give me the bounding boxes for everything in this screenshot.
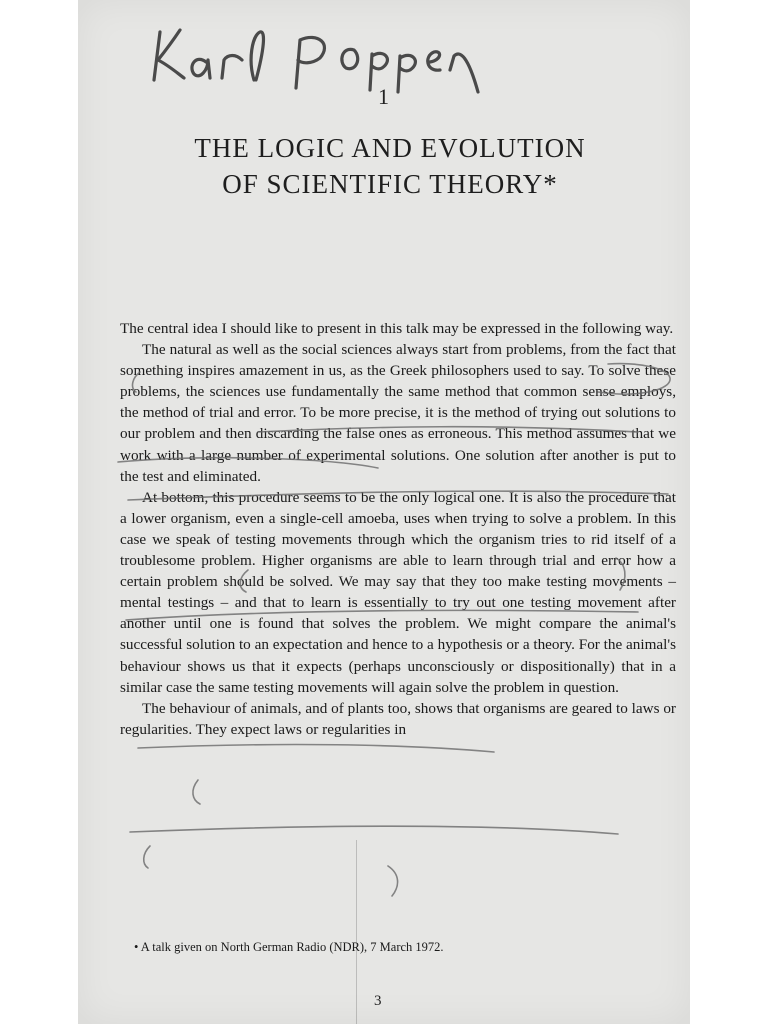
chapter-title-line-1: THE LOGIC AND EVOLUTION xyxy=(194,133,586,163)
paragraph-1: The central idea I should like to present in this talk may be expressed in the following way. xyxy=(120,320,674,337)
handwritten-signature xyxy=(148,10,508,110)
page-fold-line xyxy=(356,840,357,1024)
pencil-underline-mark xyxy=(138,745,494,752)
pencil-bracket-mark xyxy=(193,780,200,804)
footnote: • A talk given on North German Radio (NDR), 7 March 1972. xyxy=(134,940,444,954)
page-number: 3 xyxy=(374,993,382,1009)
body-text xyxy=(120,318,676,740)
chapter-title-line-2: OF SCIENTIFIC THEORY* xyxy=(222,169,558,199)
paragraph-2: The natural as well as the social sciences always start from problems, from the fact that something inspires amazement in us, as the Greek philosophers used to say. To solve these problems, the sciences use fundamentally the same method that common sense employs, the method of trial and error. To be more precise, it is the method of trying out solutions to our problem and then discarding the false ones as erroneous. This method assumes that we work with a large number of experimental solutions. One solution after another is put to the test and eliminated. xyxy=(120,341,676,485)
pencil-bracket-mark xyxy=(144,846,150,868)
paragraph-4: The behaviour of animals, and of plants too, shows that organisms are geared to laws or regularities. They expect laws or regularities in xyxy=(120,699,676,738)
signature-scribble xyxy=(148,10,508,110)
pencil-bracket-mark xyxy=(388,866,398,896)
chapter-number: 1 xyxy=(378,84,389,109)
book-page xyxy=(78,0,690,1024)
pencil-underline-mark xyxy=(130,826,618,834)
paragraph-3: At bottom, this procedure seems to be the only logical one. It is also the procedure that a lower organism, even a single-cell amoeba, uses when trying to solve a problem. In this case we speak of testing movements through which the organism tries to rid itself of a troublesome problem. Higher organisms are able to learn through trial and error how a certain problem should be solved. We may say that they too make testing movements – mental testings – and that to learn is essentially to try out one testing movement after another until one is found that solves the problem. We might compare the animal's successful solution to an expectation and hence to a hypothesis or a theory. For the animal's behaviour shows us that it expects (perhaps unconsciously or dispositionally) that in a similar case the same testing movements will again solve the problem in question. xyxy=(120,488,676,696)
chapter-title xyxy=(118,130,662,202)
